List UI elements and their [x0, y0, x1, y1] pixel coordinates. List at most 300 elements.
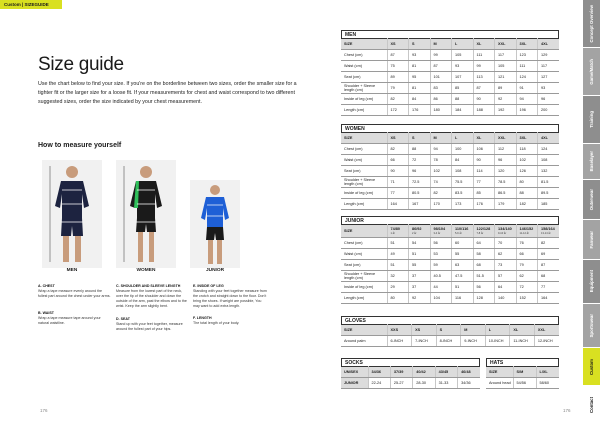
header-cell — [473, 225, 495, 238]
leg-right — [75, 236, 81, 262]
table-cell: 44 — [430, 282, 452, 293]
table-cell: 34/36 — [368, 367, 390, 378]
size-table — [486, 366, 559, 389]
guide-text: Measure from the lowest part of the neck, over the tip of the shoulder and down the outside of the arm, past the elbow and to the wrist. Keep the arm slightly bent. — [116, 289, 187, 308]
header-cell: L/XL — [536, 367, 559, 378]
table-cell: 51 — [387, 260, 409, 271]
row-label: Inside of leg (cm) — [341, 94, 387, 105]
header-cell: XXL — [534, 325, 559, 336]
table-cell: 56 — [430, 238, 452, 249]
breadcrumb: Custom | SIZEGUIDE — [0, 0, 62, 9]
table-cell: 55 — [409, 260, 431, 271]
table-cell: 92 — [409, 293, 431, 304]
row-label: Waist (cm) — [341, 249, 387, 260]
table-header-row — [341, 39, 559, 50]
table-cell: 54/56 — [513, 378, 536, 389]
table-row — [341, 72, 559, 83]
table-cell: 25-27 — [390, 378, 412, 389]
table-cell: 117 — [495, 50, 517, 61]
table-cell: 196 — [516, 105, 538, 116]
table-cell: 68 — [538, 271, 560, 282]
row-label: Length (cm) — [341, 293, 387, 304]
table-row — [341, 50, 559, 61]
size-label: 86/92 — [412, 227, 422, 231]
table-cell: 75.5 — [452, 177, 474, 188]
table-cell: 100 — [452, 144, 474, 155]
guide-text: Stand up with your feet together, measure around the fullest part of your hips. — [116, 322, 183, 331]
table-cell: 82 — [387, 94, 409, 105]
table-cell: 72 — [409, 155, 431, 166]
table-cell: 120 — [495, 166, 517, 177]
size-label: SIZE — [344, 228, 353, 233]
header-cell: XXS — [387, 325, 412, 336]
table-cell: 31-33 — [435, 378, 457, 389]
header-cell: SIZE — [341, 133, 387, 144]
table-cell: 99 — [473, 61, 495, 72]
table-row — [341, 260, 559, 271]
header-cell — [452, 225, 474, 238]
tab-label: Sportswear — [589, 313, 594, 338]
tab-label: Contact — [589, 396, 594, 413]
table-cell: 69 — [538, 249, 560, 260]
table-title: JUNIOR — [341, 216, 559, 224]
size-table — [341, 324, 559, 347]
header-cell: L — [485, 325, 510, 336]
table-cell: 62 — [495, 249, 517, 260]
age-label: 1 år — [390, 232, 395, 235]
guide-length — [193, 316, 267, 326]
table-cell: 57 — [495, 271, 517, 282]
table-cell: 129 — [538, 50, 560, 61]
table-cell: 37/39 — [390, 367, 412, 378]
table-cell: 66 — [387, 155, 409, 166]
men-size-table — [341, 30, 559, 116]
table-cell: 170 — [430, 199, 452, 210]
header-cell — [341, 225, 387, 238]
leg-left — [138, 232, 143, 262]
table-row — [341, 177, 559, 188]
table-cell: 62 — [516, 271, 538, 282]
table-cell: 85 — [452, 83, 474, 94]
table-row — [341, 144, 559, 155]
section-sidebar — [583, 0, 600, 424]
table-cell: 82 — [387, 144, 409, 155]
page-title: Size guide — [38, 54, 124, 75]
tab-custom[interactable] — [583, 348, 600, 386]
size-table — [341, 366, 480, 389]
hats-size-table — [486, 358, 559, 389]
table-cell: 34/36 — [458, 378, 480, 389]
table-cell: 66 — [516, 249, 538, 260]
table-cell: 77 — [387, 188, 409, 199]
figure-label-junior: JUNIOR — [205, 268, 225, 273]
table-cell: 56 — [473, 282, 495, 293]
table-cell: 87 — [538, 260, 560, 271]
row-label: Length (cm) — [341, 105, 387, 116]
age-label: 9-10 år — [498, 232, 507, 235]
table-cell: 176 — [409, 105, 431, 116]
table-cell: 89 — [387, 72, 409, 83]
table-cell: 49 — [387, 249, 409, 260]
table-cell: 124 — [516, 72, 538, 83]
table-cell: 64 — [473, 238, 495, 249]
table-cell: 111 — [473, 50, 495, 61]
header-cell: S — [436, 325, 461, 336]
header-cell: SIZE — [341, 39, 387, 50]
guide-title: F. LENGTH — [193, 316, 212, 320]
guide-title: C. SHOULDER AND SLEEVE LENGTH — [116, 284, 181, 288]
header-cell — [495, 225, 517, 238]
table-header-row — [341, 133, 559, 144]
header-cell: 4XL — [538, 133, 560, 144]
age-label: 3-4 år — [433, 232, 441, 235]
age-label: 13-14 år — [541, 232, 551, 235]
table-cell: 73 — [495, 260, 517, 271]
table-cell: 85 — [473, 188, 495, 199]
tab-equipment[interactable] — [583, 260, 600, 304]
size-label: 98/104 — [433, 227, 446, 231]
table-cell: 132 — [538, 166, 560, 177]
tab-outerwear[interactable] — [583, 180, 600, 220]
tab-label: Custom — [589, 358, 594, 375]
header-cell — [538, 225, 560, 238]
table-cell: 71 — [387, 177, 409, 188]
table-cell: 167 — [409, 199, 431, 210]
size-label: 122/128 — [476, 227, 491, 231]
table-cell: 127 — [538, 72, 560, 83]
head — [210, 185, 220, 195]
table-row — [341, 336, 559, 347]
figure-label-women: WOMEN — [136, 268, 156, 273]
table-header-row — [341, 225, 559, 238]
table-cell: 87 — [430, 61, 452, 72]
header-cell: SIZE — [341, 325, 387, 336]
table-cell: 184 — [452, 105, 474, 116]
guide-title: B. WAIST — [38, 311, 54, 315]
table-cell: 10-INCH — [485, 336, 510, 347]
women-size-table — [341, 124, 559, 210]
tab-label: Outerwear — [589, 188, 594, 211]
socks-size-table — [341, 358, 480, 389]
table-cell: 81 — [409, 83, 431, 94]
table-cell: 108 — [538, 155, 560, 166]
table-cell: 78 — [430, 155, 452, 166]
table-row — [341, 61, 559, 72]
table-cell: 51 — [387, 238, 409, 249]
table-cell: 80 — [516, 177, 538, 188]
row-label: Shoulder + Sleeve length (cm) — [341, 83, 387, 94]
table-cell: 83 — [430, 83, 452, 94]
table-row — [341, 94, 559, 105]
table-cell: 86 — [430, 94, 452, 105]
table-cell: 152 — [516, 293, 538, 304]
row-label: Around head — [486, 378, 513, 389]
table-row — [341, 367, 480, 378]
header-cell: XL — [473, 133, 495, 144]
table-title: HATS — [486, 358, 559, 366]
table-cell: 43/45 — [435, 367, 457, 378]
row-label: Length (cm) — [341, 199, 387, 210]
table-row — [341, 249, 559, 260]
header-cell: XXL — [495, 39, 517, 50]
table-cell: 28-30 — [413, 378, 435, 389]
header-cell: XL — [473, 39, 495, 50]
table-cell: 40/42 — [413, 367, 435, 378]
table-cell: 79 — [387, 83, 409, 94]
tab-contact[interactable] — [583, 386, 600, 424]
table-cell: 113 — [473, 72, 495, 83]
table-cell: 114 — [473, 166, 495, 177]
size-table — [341, 38, 559, 116]
table-cell: 111 — [516, 61, 538, 72]
table-cell: 121 — [495, 72, 517, 83]
header-cell: M — [430, 39, 452, 50]
table-cell: 172 — [387, 105, 409, 116]
table-cell: 128 — [473, 293, 495, 304]
table-cell: 105 — [452, 50, 474, 61]
table-cell: 60 — [452, 238, 474, 249]
header-cell: 3XL — [516, 39, 538, 50]
age-label: 5-6 år — [455, 232, 462, 235]
tab-sportswear[interactable] — [583, 304, 600, 348]
row-label: Seat (cm) — [341, 260, 387, 271]
tab-game-match[interactable] — [583, 48, 600, 96]
leg-right — [149, 232, 154, 262]
page-number-left: 176 — [40, 408, 48, 413]
table-cell: 83.5 — [452, 188, 474, 199]
table-cell: 116 — [452, 293, 474, 304]
header-cell: SIZE — [486, 367, 513, 378]
table-cell: 75 — [387, 61, 409, 72]
table-cell: 173 — [452, 199, 474, 210]
junior-figure-illustration — [190, 180, 240, 268]
table-cell: 180 — [430, 105, 452, 116]
table-cell: 94 — [430, 144, 452, 155]
women-figure-illustration — [116, 160, 176, 268]
guide-waist — [38, 311, 112, 326]
tab-label: Fanwear — [589, 230, 594, 249]
table-cell: 51.5 — [473, 271, 495, 282]
table-cell: 58/60 — [536, 378, 559, 389]
table-cell: 7-INCH — [412, 336, 437, 347]
tab-baselayer[interactable] — [583, 144, 600, 180]
row-label: Chest (cm) — [341, 50, 387, 61]
table-cell: 8-INCH — [436, 336, 461, 347]
table-cell: 192 — [495, 105, 517, 116]
table-cell: 96 — [538, 94, 560, 105]
size-label: 110/116 — [455, 227, 469, 231]
header-cell: XS — [387, 39, 409, 50]
table-cell: 200 — [538, 105, 560, 116]
table-cell: 29 — [387, 282, 409, 293]
row-label: Seat (cm) — [341, 72, 387, 83]
table-cell: 88 — [452, 94, 474, 105]
table-cell: 176 — [473, 199, 495, 210]
row-label: Inside of leg (cm) — [341, 282, 387, 293]
page-number-right: 176 — [563, 408, 571, 413]
table-cell: 105 — [495, 61, 517, 72]
table-cell: 37 — [409, 271, 431, 282]
table-cell: 32 — [387, 271, 409, 282]
guide-inside-leg — [193, 284, 267, 309]
table-cell: 74 — [430, 177, 452, 188]
table-cell: 82 — [538, 238, 560, 249]
size-table — [341, 224, 559, 304]
table-row — [341, 199, 559, 210]
table-cell: 95 — [409, 72, 431, 83]
header-cell — [516, 225, 538, 238]
how-to-measure-heading: How to measure yourself — [38, 142, 122, 149]
guide-shoulder-sleeve — [116, 284, 190, 309]
header-cell: S — [409, 39, 431, 50]
guide-title: E. INSIDE OF LEG — [193, 284, 224, 288]
row-label: Shoulder + Sleeve length (cm) — [341, 271, 387, 282]
table-row — [341, 155, 559, 166]
row-label: Chest (cm) — [341, 144, 387, 155]
age-label: 7-8 år — [476, 232, 484, 235]
table-row — [341, 271, 559, 282]
header-cell: M — [461, 325, 486, 336]
table-cell: 47.5 — [452, 271, 474, 282]
table-row — [341, 282, 559, 293]
table-cell: 87 — [473, 83, 495, 94]
size-label: 146/152 — [519, 227, 534, 231]
table-cell: 89 — [495, 83, 517, 94]
table-cell: 88 — [409, 144, 431, 155]
size-label: 158/164 — [541, 227, 555, 231]
table-cell: 51 — [409, 249, 431, 260]
table-row — [486, 378, 559, 389]
table-cell: 99 — [430, 50, 452, 61]
table-cell: 59 — [430, 260, 452, 271]
header-cell: S — [409, 133, 431, 144]
table-cell: 54 — [409, 238, 431, 249]
size-label: 134/140 — [498, 227, 512, 231]
table-cell: 55 — [452, 249, 474, 260]
table-cell: 107 — [452, 72, 474, 83]
tab-training[interactable] — [583, 96, 600, 144]
tab-concept-overview[interactable] — [583, 0, 600, 48]
table-cell: 79 — [516, 260, 538, 271]
table-cell: 81.5 — [538, 177, 560, 188]
table-cell: 90 — [473, 155, 495, 166]
size-label: 74/80 — [390, 227, 401, 231]
table-cell: 70 — [495, 238, 517, 249]
row-label: Shoulder + Sleeve length (cm) — [341, 177, 387, 188]
table-row — [341, 105, 559, 116]
row-label: JUNIOR — [341, 378, 368, 389]
tab-label: Concept Overview — [589, 4, 594, 43]
table-cell: 90 — [473, 94, 495, 105]
table-cell: 72.5 — [409, 177, 431, 188]
guide-title: D. SEAT — [116, 317, 130, 321]
table-cell: 182 — [516, 199, 538, 210]
men-figure-illustration — [42, 160, 102, 268]
table-cell: 179 — [495, 199, 517, 210]
table-title: MEN — [341, 30, 559, 38]
figure-label-men: MEN — [66, 268, 78, 273]
header-cell — [430, 225, 452, 238]
table-cell: 94 — [516, 94, 538, 105]
table-cell: 93 — [409, 50, 431, 61]
age-label: 11-12 år — [519, 232, 529, 235]
table-cell: 82 — [430, 188, 452, 199]
table-cell: 53 — [430, 249, 452, 260]
header-cell: XS — [387, 133, 409, 144]
table-cell: 11-INCH — [510, 336, 535, 347]
table-cell: 51 — [452, 282, 474, 293]
table-cell: 93 — [452, 61, 474, 72]
table-cell: 118 — [516, 144, 538, 155]
guide-title: A. CHEST — [38, 284, 55, 288]
header-cell — [387, 225, 409, 238]
table-cell: 80.5 — [409, 188, 431, 199]
table-cell: 78.5 — [495, 177, 517, 188]
table-header-row — [486, 367, 559, 378]
guide-text: Standing with your feet together measure from the crotch and straight down to the floor. Don't bring the shoes. If weight are possible, You may want to add extra length. — [193, 289, 267, 308]
header-cell: 3XL — [516, 133, 538, 144]
tab-label: Equipment — [589, 270, 594, 293]
table-cell: 102 — [516, 155, 538, 166]
table-cell: 84 — [452, 155, 474, 166]
row-label: Around palm — [341, 336, 387, 347]
table-cell: 112 — [495, 144, 517, 155]
table-row — [341, 378, 480, 389]
leg-right — [217, 240, 222, 264]
table-cell: 140 — [495, 293, 517, 304]
header-cell: L — [452, 39, 474, 50]
header-cell: S/M — [513, 367, 536, 378]
table-cell: 77 — [473, 177, 495, 188]
table-cell: 101 — [430, 72, 452, 83]
table-title: GLOVES — [341, 316, 559, 324]
table-cell: 68 — [473, 260, 495, 271]
row-label: Inside of leg (cm) — [341, 188, 387, 199]
table-cell: 80 — [387, 293, 409, 304]
table-cell: 93 — [538, 83, 560, 94]
header-cell: XL — [510, 325, 535, 336]
row-label: Chest (cm) — [341, 238, 387, 249]
guide-text: Wrap a tape measure evenly around the fullest part around the chest under your arms. — [38, 289, 111, 298]
guide-text: The total length of your body. — [193, 321, 240, 325]
row-label: UNISEX — [341, 367, 368, 378]
head — [66, 166, 78, 178]
table-cell: 188 — [473, 105, 495, 116]
table-cell: 37 — [409, 282, 431, 293]
table-cell: 126 — [516, 166, 538, 177]
tab-label: Baselayer — [589, 151, 594, 172]
table-cell: 104 — [430, 293, 452, 304]
table-cell: 164 — [387, 199, 409, 210]
table-row — [341, 238, 559, 249]
size-table — [341, 132, 559, 210]
table-cell: 88 — [516, 188, 538, 199]
table-cell: 84 — [409, 94, 431, 105]
table-cell: 123 — [516, 50, 538, 61]
tab-fanwear[interactable] — [583, 220, 600, 260]
table-title: SOCKS — [341, 358, 480, 366]
table-row — [341, 83, 559, 94]
table-cell: 106 — [473, 144, 495, 155]
row-label: Waist (cm) — [341, 61, 387, 72]
table-cell: 89.5 — [538, 188, 560, 199]
table-cell: 96 — [409, 166, 431, 177]
table-header-row — [341, 325, 559, 336]
table-cell: 9-INCH — [461, 336, 486, 347]
table-cell: 58 — [473, 249, 495, 260]
table-cell: 108 — [452, 166, 474, 177]
table-cell: 185 — [538, 199, 560, 210]
